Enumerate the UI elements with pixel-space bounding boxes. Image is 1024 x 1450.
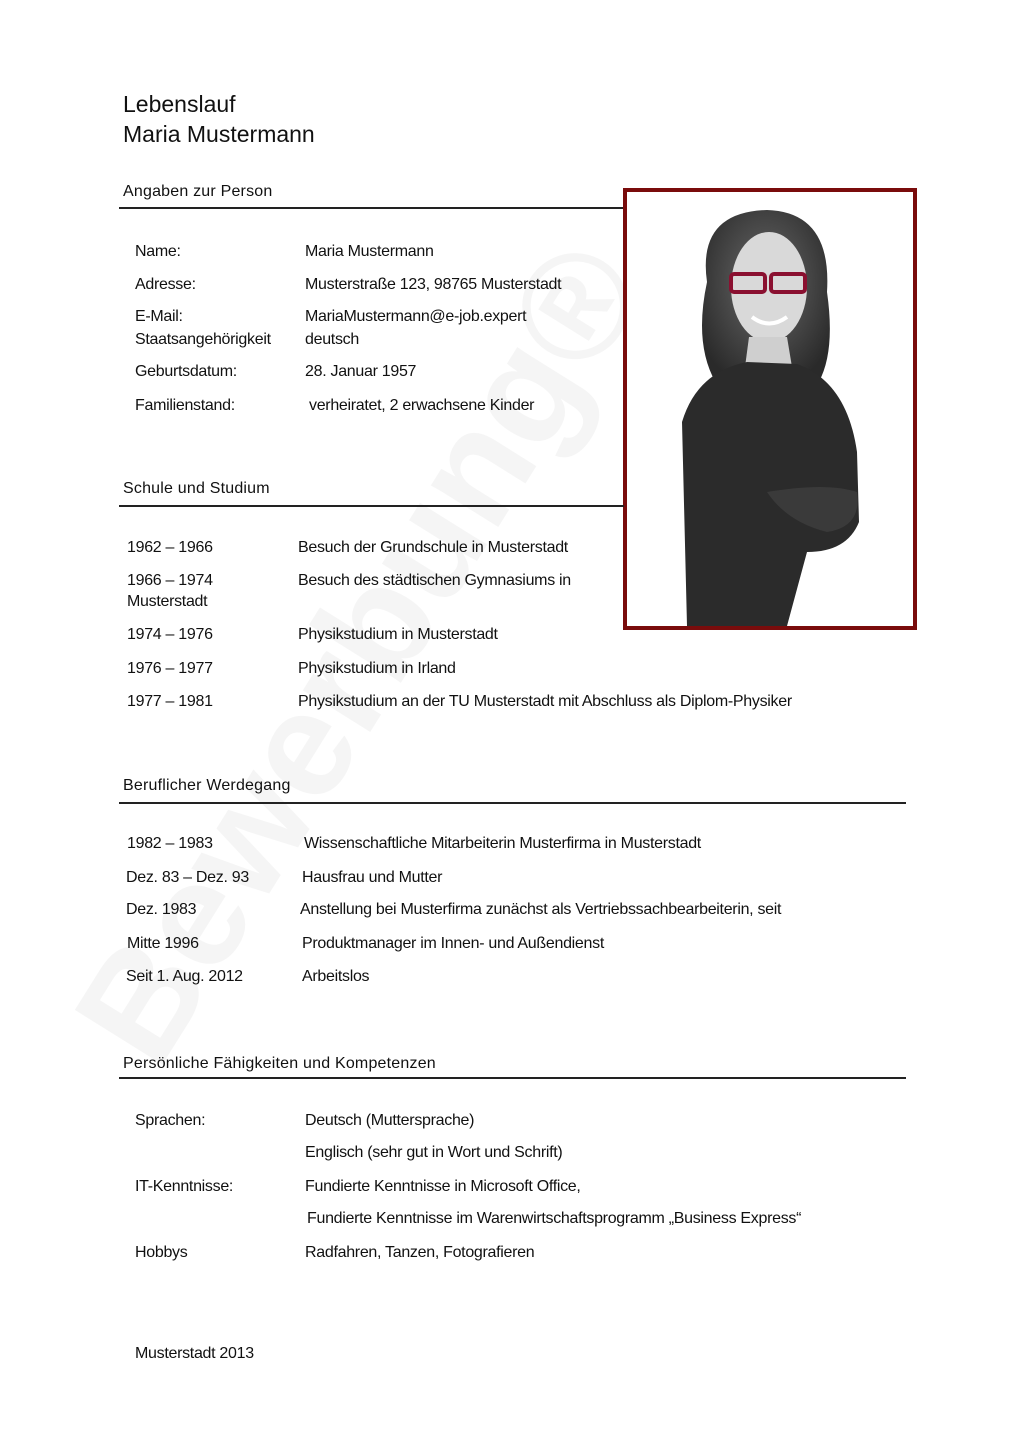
skill-value: Fundierte Kenntnisse in Microsoft Office, [305,1178,581,1195]
section-title-career: Beruflicher Werdegang [123,777,291,794]
label-it-skills: IT-Kenntnisse: [135,1178,234,1195]
section-title-person: Angaben zur Person [123,183,273,200]
career-date: Seit 1. Aug. 2012 [126,968,243,985]
label-birthdate: Geburtsdatum: [135,363,237,380]
career-text: Arbeitslos [302,968,370,985]
value-birthdate: 28. Januar 1957 [305,363,417,380]
school-date: 1976 – 1977 [127,660,213,677]
section-divider [119,802,906,804]
school-date: 1977 – 1981 [127,693,213,710]
section-divider [119,505,624,507]
label-nationality: Staatsangehörigkeit [135,331,271,348]
career-date: Dez. 83 – Dez. 93 [126,869,249,886]
value-name: Maria Mustermann [305,243,434,260]
career-text: Hausfrau und Mutter [302,869,443,886]
school-text: Besuch der Grundschule in Musterstadt [298,539,568,556]
place-date: Musterstadt 2013 [135,1345,254,1362]
label-languages: Sprachen: [135,1112,206,1129]
applicant-photo [623,188,917,630]
skill-value: Deutsch (Muttersprache) [305,1112,475,1129]
label-name: Name: [135,243,181,260]
value-marital-status: verheiratet, 2 erwachsene Kinder [309,397,535,414]
career-date: Mitte 1996 [127,935,199,952]
section-title-skills: Persönliche Fähigkeiten und Kompetenzen [123,1055,436,1072]
document-title: Lebenslauf [123,91,236,117]
value-nationality: deutsch [305,331,359,348]
career-text: Anstellung bei Musterfirma zunächst als Vertriebssachbearbeiterin, seit [300,901,782,918]
label-hobbies: Hobbys [135,1244,188,1261]
school-date: 1966 – 1974 [127,572,213,589]
school-date: 1974 – 1976 [127,626,213,643]
school-text: Physikstudium in Musterstadt [298,626,498,643]
career-text: Produktmanager im Innen- und Außendienst [302,935,604,952]
applicant-name: Maria Mustermann [123,121,315,147]
career-date: 1982 – 1983 [127,835,213,852]
skill-value: Radfahren, Tanzen, Fotografieren [305,1244,535,1261]
label-address: Adresse: [135,276,196,293]
school-text: Besuch des städtischen Gymnasiums in [298,572,571,589]
value-address: Musterstraße 123, 98765 Musterstadt [305,276,562,293]
career-date: Dez. 1983 [126,901,197,918]
career-text: Wissenschaftliche Mitarbeiterin Musterfirma in Musterstadt [304,835,701,852]
section-title-school: Schule und Studium [123,480,270,497]
label-email: E-Mail: [135,308,183,325]
school-date-continued: Musterstadt [127,593,208,610]
skill-value: Englisch (sehr gut in Wort und Schrift) [305,1144,563,1161]
person-portrait-icon [627,192,913,626]
section-divider [119,1077,906,1079]
school-text: Physikstudium an der TU Musterstadt mit Abschluss als Diplom-Physiker [298,693,792,710]
label-marital-status: Familienstand: [135,397,235,414]
school-date: 1962 – 1966 [127,539,213,556]
school-text: Physikstudium in Irland [298,660,456,677]
value-email: MariaMustermann@e-job.expert [305,308,527,325]
skill-value: Fundierte Kenntnisse im Warenwirtschaftsprogramm „Business Express“ [307,1210,802,1227]
section-divider [119,207,624,209]
